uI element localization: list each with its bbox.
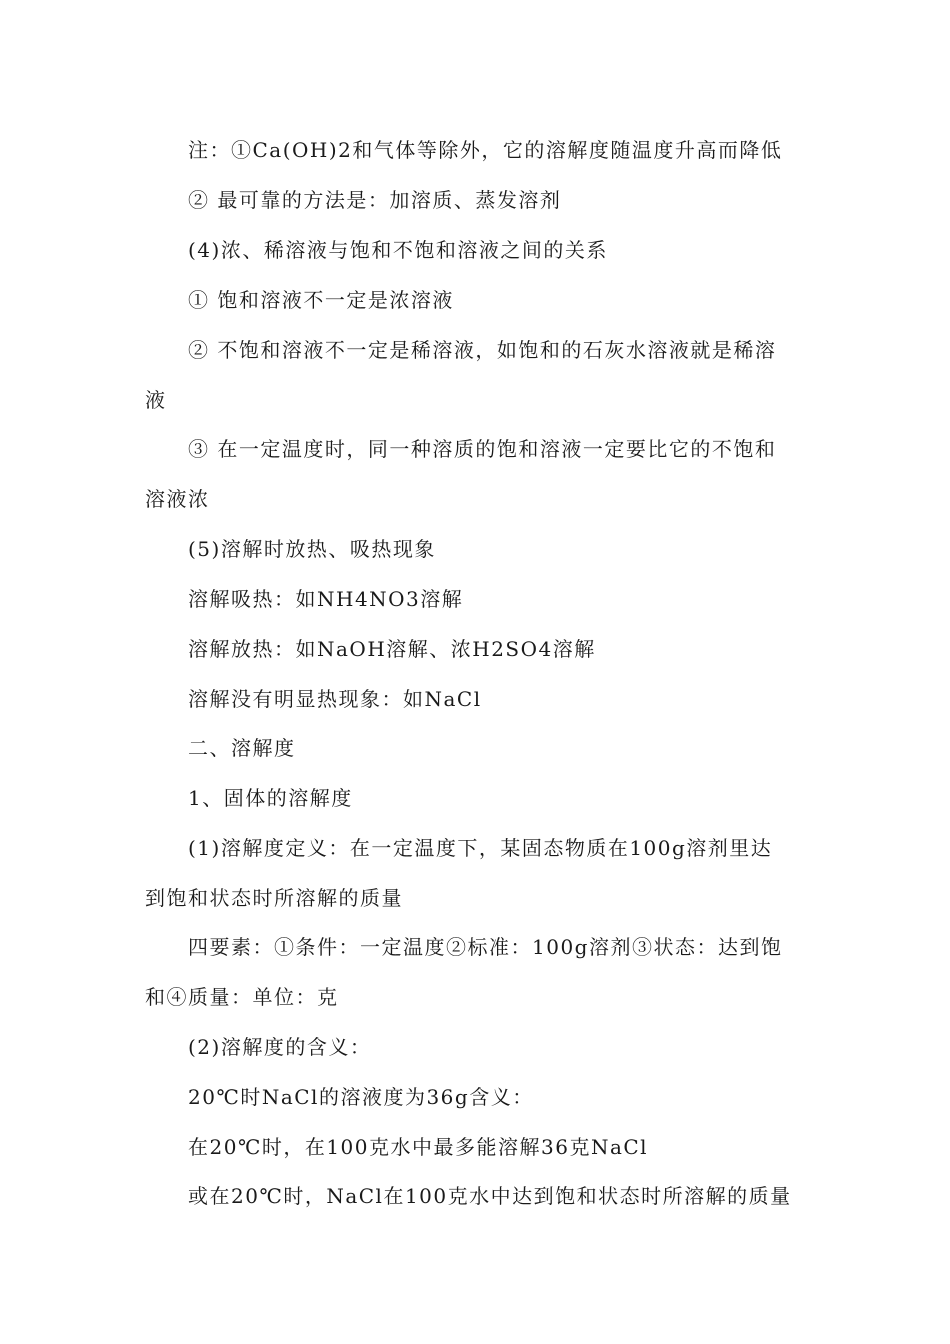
text-line: 在20℃时，在100克水中最多能溶解36克NaCl [188, 1135, 649, 1159]
section-heading-4: (4)浓、稀溶液与饱和不饱和溶液之间的关系 [188, 238, 608, 262]
text-line: 溶解放热：如NaOH溶解、浓H2SO4溶解 [188, 637, 596, 661]
text-line: 四要素：①条件：一定温度②标准：100g溶剂③状态：达到饱 [188, 935, 783, 959]
subsection-heading: 1、固体的溶解度 [188, 786, 353, 810]
text-line: ③ 在一定温度时，同一种溶质的饱和溶液一定要比它的不饱和 [188, 437, 777, 461]
text-line: 或在20℃时，NaCl在100克水中达到饱和状态时所溶解的质量 [188, 1184, 792, 1208]
text-line-continuation: 液 [145, 388, 167, 412]
section-heading-2: (2)溶解度的含义： [188, 1035, 372, 1059]
text-line: (1)溶解度定义：在一定温度下，某固态物质在100g溶剂里达 [188, 836, 773, 860]
chapter-heading: 二、溶解度 [188, 736, 296, 760]
text-line: 溶解吸热：如NH4NO3溶解 [188, 587, 464, 611]
section-heading-5: (5)溶解时放热、吸热现象 [188, 537, 436, 561]
text-line-continuation: 溶液浓 [145, 487, 210, 511]
text-line-continuation: 到饱和状态时所溶解的质量 [145, 886, 403, 910]
text-line: ② 最可靠的方法是：加溶质、蒸发溶剂 [188, 188, 562, 212]
text-line: ② 不饱和溶液不一定是稀溶液，如饱和的石灰水溶液就是稀溶 [188, 338, 777, 362]
text-line: 20℃时NaCl的溶液度为36g含义： [188, 1085, 534, 1109]
text-line: ① 饱和溶液不一定是浓溶液 [188, 288, 454, 312]
text-line-note: 注：①Ca(OH)2和气体等除外，它的溶解度随温度升高而降低 [188, 138, 783, 162]
text-line-continuation: 和④质量：单位：克 [145, 985, 339, 1009]
text-line: 溶解没有明显热现象：如NaCl [188, 687, 482, 711]
